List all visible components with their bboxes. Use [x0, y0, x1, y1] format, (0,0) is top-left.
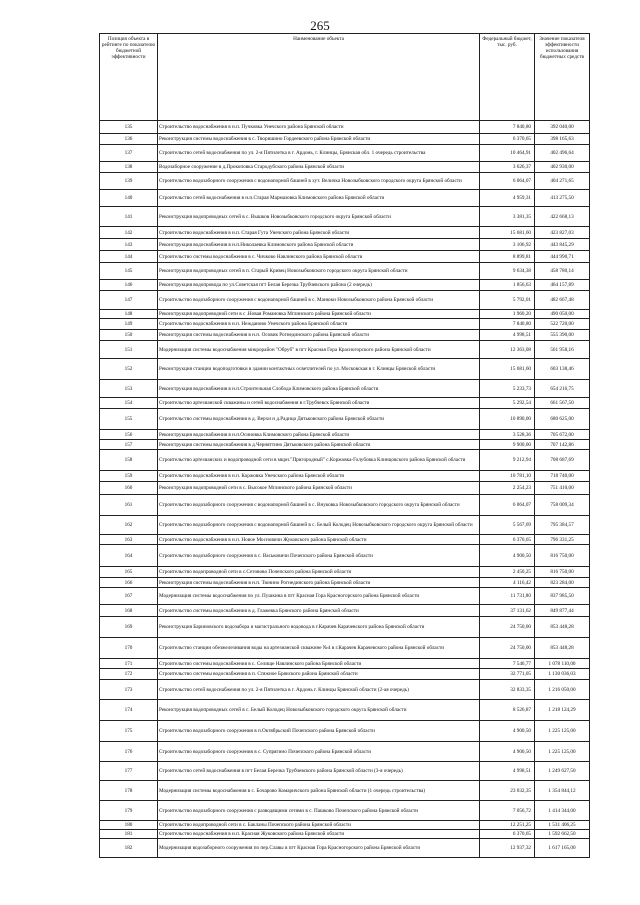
row-efficiency-value: 705 672,00: [535, 430, 590, 440]
row-object-name: Строительство водопроводной сети в с.Сетовово Почепского района Брянской области: [158, 567, 480, 578]
row-object-name: Строительство водозаборного сооружения с водонапорной башней в с. Белый Колодец Новозыбковского городского округа Брянской области: [158, 516, 480, 535]
table-row: [100, 430, 590, 440]
row-object-name: Строительство системы водоснабжения в с. Чичково Навлинского района Брянской области: [158, 251, 480, 263]
row-position: 165: [100, 567, 158, 578]
row-position: 136: [100, 134, 158, 145]
row-efficiency-value: 422 668,13: [535, 207, 590, 227]
row-object-name: Строительство водоснабжения в н.п. Красная Жуковского района Брянской области: [158, 830, 480, 839]
table-row: [100, 605, 590, 617]
row-object-name: Реконструкция станции водоподготовки в здании контактных осветлителей по ул. Московская в г. Клинцы Брянской области: [158, 359, 480, 380]
table-row: [100, 227, 590, 239]
row-position: 158: [100, 450, 158, 471]
row-object-name: Строительство станции обезжелезивания воды на артезианской скважине №4 в г.Карачев Карачевского района Брянской области: [158, 638, 480, 659]
row-efficiency-value: 392 040,00: [535, 121, 590, 134]
table-row: [100, 588, 590, 605]
table-row: [100, 134, 590, 145]
table-row: [100, 495, 590, 516]
row-position: 182: [100, 839, 158, 858]
row-federal-budget: 2 450,25: [480, 567, 535, 578]
row-position: 149: [100, 319, 158, 330]
row-object-name: Строительство водоснабжения в н.п. Новое Мосновичи Жуковского района Брянской области: [158, 535, 480, 545]
row-efficiency-value: 464 157,89: [535, 280, 590, 291]
row-position: 181: [100, 830, 158, 839]
row-federal-budget: 9 212,94: [480, 450, 535, 471]
row-object-name: Строительство водозаборного сооружения в с. Васьковичи Почепского района Брянской области: [158, 545, 480, 567]
row-object-name: Строительство системы водоснабжения в с. Селище Навлинского района Брянской области: [158, 659, 480, 669]
row-position: 137: [100, 145, 158, 162]
row-efficiency-value: 823 284,00: [535, 578, 590, 588]
row-efficiency-value: 402 496,64: [535, 145, 590, 162]
row-position: 151: [100, 341, 158, 359]
row-federal-budget: 12 251,25: [480, 821, 535, 830]
table-row: [100, 781, 590, 801]
row-object-name: Строительство водопроводной сети в с. Бакланы Почепского района Брянской области: [158, 821, 480, 830]
row-object-name: Реконструкция водоснабжения в н.п.Осиновка Климовского района Брянской области: [158, 430, 480, 440]
row-federal-budget: 7 546,77: [480, 659, 535, 669]
row-efficiency-value: 1 130 036,03: [535, 669, 590, 680]
row-efficiency-value: 1 249 627,50: [535, 762, 590, 781]
row-federal-budget: 4 998,51: [480, 330, 535, 341]
row-object-name: Реконструкция водопроводной сети в с .Новая Романовка Мглинского района Брянской области: [158, 310, 480, 319]
row-federal-budget: 3 106,92: [480, 239, 535, 251]
row-position: 154: [100, 398, 158, 409]
row-object-name: Строительство водозаборного сооружения с водонапорной башней в с. Внуковка Новозыбковского городского округа Брянской области: [158, 495, 480, 516]
row-efficiency-value: 423 827,03: [535, 227, 590, 239]
rating-table-wrapper: [99, 33, 589, 858]
row-efficiency-value: 1 617 165,00: [535, 839, 590, 858]
row-object-name: Реконструкция системы водоснабжения в с. Творишино Гордеевского района Брянской области: [158, 134, 480, 145]
table-row: [100, 121, 590, 134]
row-efficiency-value: 707 142,86: [535, 440, 590, 450]
row-federal-budget: 7 840,80: [480, 121, 535, 134]
row-efficiency-value: 458 780,14: [535, 263, 590, 280]
table-row: [100, 471, 590, 482]
table-row: [100, 341, 590, 359]
table-row: [100, 263, 590, 280]
table-row: [100, 440, 590, 450]
table-row: [100, 545, 590, 567]
row-efficiency-value: 561 958,16: [535, 341, 590, 359]
row-position: 172: [100, 669, 158, 680]
table-row: [100, 280, 590, 291]
table-row: [100, 567, 590, 578]
row-federal-budget: 24 750,00: [480, 638, 535, 659]
row-position: 157: [100, 440, 158, 450]
header-efficiency-value: Значение показателя эффективности использования бюджетных средств: [535, 34, 590, 121]
row-efficiency-value: 1 225 125,00: [535, 721, 590, 742]
row-position: 169: [100, 617, 158, 638]
row-object-name: Строительство водозаборного сооружения с водонапорной башней в с. Манюки Новозыбковского района Брянской области: [158, 291, 480, 310]
page-number: 265: [310, 18, 330, 33]
row-efficiency-value: 1 531 406,25: [535, 821, 590, 830]
row-efficiency-value: 482 667,48: [535, 291, 590, 310]
table-row: [100, 700, 590, 721]
row-efficiency-value: 816 750,00: [535, 545, 590, 567]
row-efficiency-value: 404 271,65: [535, 173, 590, 190]
table-row: [100, 669, 590, 680]
row-efficiency-value: 555 390,00: [535, 330, 590, 341]
table-row: [100, 535, 590, 545]
row-efficiency-value: 796 331,25: [535, 535, 590, 545]
row-federal-budget: 15 681,60: [480, 227, 535, 239]
table-row: [100, 207, 590, 227]
row-efficiency-value: 718 740,00: [535, 471, 590, 482]
row-object-name: Строительство артезианской скважины и сетей водоснабжения в г.Трубчевск Брянской области: [158, 398, 480, 409]
row-efficiency-value: 443 845,29: [535, 239, 590, 251]
row-position: 147: [100, 291, 158, 310]
row-federal-budget: 3 626,37: [480, 162, 535, 173]
row-efficiency-value: 398 165,63: [535, 134, 590, 145]
row-position: 143: [100, 239, 158, 251]
row-object-name: Строительство водозаборного сооружения с водонапорной башней в хут. Величка Новозыбковского городского округа Брянской области: [158, 173, 480, 190]
row-object-name: Модернизация водозаборного сооружения по пер.Славы в пгт Красная Гора Красногорского района Брянской области: [158, 839, 480, 858]
table-row: [100, 830, 590, 839]
table-row: [100, 398, 590, 409]
row-federal-budget: 23 032,35: [480, 781, 535, 801]
table-row: [100, 291, 590, 310]
row-federal-budget: 4 959,31: [480, 190, 535, 207]
row-position: 164: [100, 545, 158, 567]
table-row: [100, 617, 590, 638]
table-row: [100, 680, 590, 700]
row-efficiency-value: 402 930,00: [535, 162, 590, 173]
row-object-name: Строительство сетей водоснабжения в пгт Белая Березка Трубчевского района Брянской области (3-я очередь): [158, 762, 480, 781]
row-federal-budget: 3 381,35: [480, 207, 535, 227]
row-object-name: Строительство водоснабжения в н.п. Нежданово Унечского района Брянской области: [158, 319, 480, 330]
row-position: 174: [100, 700, 158, 721]
row-federal-budget: 7 840,80: [480, 319, 535, 330]
row-position: 148: [100, 310, 158, 319]
row-efficiency-value: 708 687,69: [535, 450, 590, 471]
row-position: 163: [100, 535, 158, 545]
row-federal-budget: 8 899,81: [480, 251, 535, 263]
row-federal-budget: 5 567,69: [480, 516, 535, 535]
row-position: 135: [100, 121, 158, 134]
row-federal-budget: 32 771,05: [480, 669, 535, 680]
row-position: 139: [100, 173, 158, 190]
row-object-name: Реконструкция водопроводных сетей в с. Белый Колодец Новозыбковского городского округа Брянской области: [158, 700, 480, 721]
row-federal-budget: 5 292,54: [480, 398, 535, 409]
row-efficiency-value: 751 410,00: [535, 482, 590, 495]
table-row: [100, 578, 590, 588]
row-federal-budget: 4 116,42: [480, 578, 535, 588]
row-federal-budget: 12 363,08: [480, 341, 535, 359]
table-row: [100, 638, 590, 659]
table-row: [100, 721, 590, 742]
row-object-name: Реконструкция водопроводных сетей в п. Старый Кривец Новозыбковского городского округа Брянской области: [158, 263, 480, 280]
row-position: 166: [100, 578, 158, 588]
table-row: [100, 173, 590, 190]
rating-table: [99, 33, 590, 858]
row-object-name: Реконструкция водопровода по ул.Советская пгт Белая Березка Трубчевского района (2 очередь): [158, 280, 480, 291]
row-object-name: Строительство системы водоснабжения в д. Глажевка Брянского района Брянской области: [158, 605, 480, 617]
row-federal-budget: 8 526,87: [480, 700, 535, 721]
row-object-name: Строительство водозаборного сооружения в с. Супрягино Почепского района Брянской области: [158, 742, 480, 762]
row-object-name: Строительство сетей водоснабжения по ул. 2-я Пятилетка в г. Ардонь, г. Клинцы, Брянская обл. 1 очередь строительства: [158, 145, 480, 162]
row-position: 180: [100, 821, 158, 830]
table-row: [100, 762, 590, 781]
row-federal-budget: 6 370,65: [480, 830, 535, 839]
table-row: [100, 801, 590, 821]
row-federal-budget: 6 370,65: [480, 535, 535, 545]
row-federal-budget: 5 792,01: [480, 291, 535, 310]
table-header-row: [100, 34, 590, 121]
row-position: 173: [100, 680, 158, 700]
table-row: [100, 190, 590, 207]
table-row: [100, 359, 590, 380]
row-position: 150: [100, 330, 158, 341]
row-position: 140: [100, 190, 158, 207]
header-position: Позиция объекта в рейтинге по показателю бюджетной эффективности: [100, 34, 158, 121]
table-row: [100, 742, 590, 762]
row-federal-budget: 9 900,00: [480, 440, 535, 450]
row-position: 138: [100, 162, 158, 173]
row-federal-budget: 4 900,50: [480, 721, 535, 742]
row-federal-budget: 4 900,50: [480, 742, 535, 762]
row-object-name: Реконструкция системы водоснабжения в н.п. Тюнино Рогнединского района Брянской области: [158, 578, 480, 588]
row-object-name: Строительство системы водоснабжения в п. Стяжное Брянского района Брянской области: [158, 669, 480, 680]
row-federal-budget: 24 750,00: [480, 617, 535, 638]
row-position: 156: [100, 430, 158, 440]
row-efficiency-value: 680 625,00: [535, 409, 590, 430]
row-federal-budget: 15 681,60: [480, 359, 535, 380]
row-object-name: Строительство водоснабжения в н.п. Коржовка Унечского района Брянской области: [158, 471, 480, 482]
row-federal-budget: 2 254,23: [480, 482, 535, 495]
row-efficiency-value: 1 078 110,00: [535, 659, 590, 669]
row-federal-budget: 4 998,51: [480, 762, 535, 781]
row-object-name: Строительство водозаборного сооружения в п.Октябрьский Почепского района Брянской области: [158, 721, 480, 742]
row-position: 178: [100, 781, 158, 801]
row-position: 171: [100, 659, 158, 669]
row-federal-budget: 5 233,73: [480, 380, 535, 398]
row-efficiency-value: 603 138,46: [535, 359, 590, 380]
row-position: 142: [100, 227, 158, 239]
row-efficiency-value: 661 567,50: [535, 398, 590, 409]
table-row: [100, 310, 590, 319]
row-efficiency-value: 413 275,50: [535, 190, 590, 207]
table-row: [100, 239, 590, 251]
row-object-name: Строительство водоснабжения в н.п. Старая Гута Унечского района Брянской области: [158, 227, 480, 239]
row-object-name: Реконструкция водопроводной сети в с. Высокое Мглинского района Брянской области: [158, 482, 480, 495]
row-position: 175: [100, 721, 158, 742]
row-position: 179: [100, 801, 158, 821]
row-position: 146: [100, 280, 158, 291]
row-efficiency-value: 1 414 344,00: [535, 801, 590, 821]
row-position: 159: [100, 471, 158, 482]
row-object-name: Строительство сетей водоснабжения по ул. 2-я Пятилетка в г. Ардонь г. Клинцы Брянской области (2-ая очередь): [158, 680, 480, 700]
table-row: [100, 839, 590, 858]
row-position: 160: [100, 482, 158, 495]
row-federal-budget: 4 900,50: [480, 545, 535, 567]
row-efficiency-value: 490 050,00: [535, 310, 590, 319]
header-federal-budget: Федеральный бюджет, тыс. руб.: [480, 34, 535, 121]
row-efficiency-value: 522 720,00: [535, 319, 590, 330]
row-efficiency-value: 837 985,50: [535, 588, 590, 605]
row-efficiency-value: 654 216,75: [535, 380, 590, 398]
row-federal-budget: 11 731,80: [480, 588, 535, 605]
table-row: [100, 319, 590, 330]
row-object-name: Реконструкция Бариновского водозабора и магистрального водовода в г.Карачев Карачевского района Брянской области: [158, 617, 480, 638]
table-body: [100, 121, 590, 858]
row-object-name: Строительство системы водоснабжения в д. Верхи и д.Радица Дятьковского района Брянской области: [158, 409, 480, 430]
row-position: 177: [100, 762, 158, 781]
row-position: 144: [100, 251, 158, 263]
row-object-name: Реконструкция водоснабжения в н.п.Николаевка Климовского района Брянской области: [158, 239, 480, 251]
row-efficiency-value: 853 448,28: [535, 617, 590, 638]
row-federal-budget: 37 131,62: [480, 605, 535, 617]
table-row: [100, 821, 590, 830]
table-row: [100, 659, 590, 669]
row-position: 162: [100, 516, 158, 535]
row-federal-budget: 9 634,38: [480, 263, 535, 280]
row-position: 155: [100, 409, 158, 430]
row-federal-budget: 6 064,07: [480, 173, 535, 190]
row-position: 141: [100, 207, 158, 227]
table-row: [100, 516, 590, 535]
row-efficiency-value: 816 750,00: [535, 567, 590, 578]
row-efficiency-value: 795 384,57: [535, 516, 590, 535]
row-efficiency-value: 1 354 844,12: [535, 781, 590, 801]
row-object-name: Строительство артезианских и водопроводной сети в мкрн."Пригородный" с.Коржовка-Голубовка Клинцовского района Брянской области: [158, 450, 480, 471]
row-federal-budget: 32 833,35: [480, 680, 535, 700]
row-efficiency-value: 1 592 662,50: [535, 830, 590, 839]
table-row: [100, 482, 590, 495]
table-row: [100, 380, 590, 398]
row-object-name: Водозаборное сооружение в д.Прокоповка Стародубского района Брянской области: [158, 162, 480, 173]
row-federal-budget: 1 856,63: [480, 280, 535, 291]
row-efficiency-value: 849 877,44: [535, 605, 590, 617]
table-row: [100, 450, 590, 471]
row-object-name: Строительство водозаборного сооружения с разводящими сетями в с. Пашково Почепского района Брянской области: [158, 801, 480, 821]
row-federal-budget: 1 960,20: [480, 310, 535, 319]
table-row: [100, 145, 590, 162]
row-position: 152: [100, 359, 158, 380]
row-federal-budget: 10 781,10: [480, 471, 535, 482]
row-position: 176: [100, 742, 158, 762]
row-federal-budget: 3 528,36: [480, 430, 535, 440]
row-object-name: Реконструкция водоснабжения в н.п.Строительная Слобода Климовского района Брянской области: [158, 380, 480, 398]
row-position: 167: [100, 588, 158, 605]
row-position: 168: [100, 605, 158, 617]
row-federal-budget: 6 064,07: [480, 495, 535, 516]
header-name: Наименование объекта: [158, 34, 480, 121]
row-federal-budget: 10 464,91: [480, 145, 535, 162]
row-efficiency-value: 1 216 050,00: [535, 680, 590, 700]
row-object-name: Модернизация системы водоснабжения микрорайон "Обруб" в пгт Красная Гора Красногорского района Брянской области: [158, 341, 480, 359]
table-row: [100, 330, 590, 341]
row-object-name: Модернизация системы водоснабжения по ул. Пушкина в пгт Красная Гора Красногорского района Брянской области: [158, 588, 480, 605]
table-row: [100, 162, 590, 173]
row-object-name: Реконструкция системы водоснабжения в д.Черняттино Дятьковского района Брянской области: [158, 440, 480, 450]
row-federal-budget: 6 370,65: [480, 134, 535, 145]
row-federal-budget: 7 056,72: [480, 801, 535, 821]
row-efficiency-value: 1 225 125,00: [535, 742, 590, 762]
row-object-name: Реконструкция системы водоснабжения в н.п. Осовик Рогнединского района Брянской области: [158, 330, 480, 341]
row-efficiency-value: 758 009,34: [535, 495, 590, 516]
table-row: [100, 251, 590, 263]
row-object-name: Реконструкция водопроводных сетей в с. Вышков Новозыбковского городского округа Брянской области: [158, 207, 480, 227]
row-position: 161: [100, 495, 158, 516]
table-row: [100, 409, 590, 430]
row-object-name: Модернизация системы водоснабжения в с. Бочарово Комаричского района Брянской области (1 очередь строительства): [158, 781, 480, 801]
row-federal-budget: 10 890,00: [480, 409, 535, 430]
row-position: 153: [100, 380, 158, 398]
row-efficiency-value: 1 218 124,29: [535, 700, 590, 721]
row-efficiency-value: 853 448,28: [535, 638, 590, 659]
row-efficiency-value: 444 990,71: [535, 251, 590, 263]
row-federal-budget: 12 937,32: [480, 839, 535, 858]
row-position: 170: [100, 638, 158, 659]
row-object-name: Строительство водоснабжения в н.п. Пучковка Унечского района Брянской области: [158, 121, 480, 134]
row-position: 145: [100, 263, 158, 280]
row-object-name: Строительство сетей водоснабжения в н.п.Старая Мармазовка Климовского района Брянской области: [158, 190, 480, 207]
